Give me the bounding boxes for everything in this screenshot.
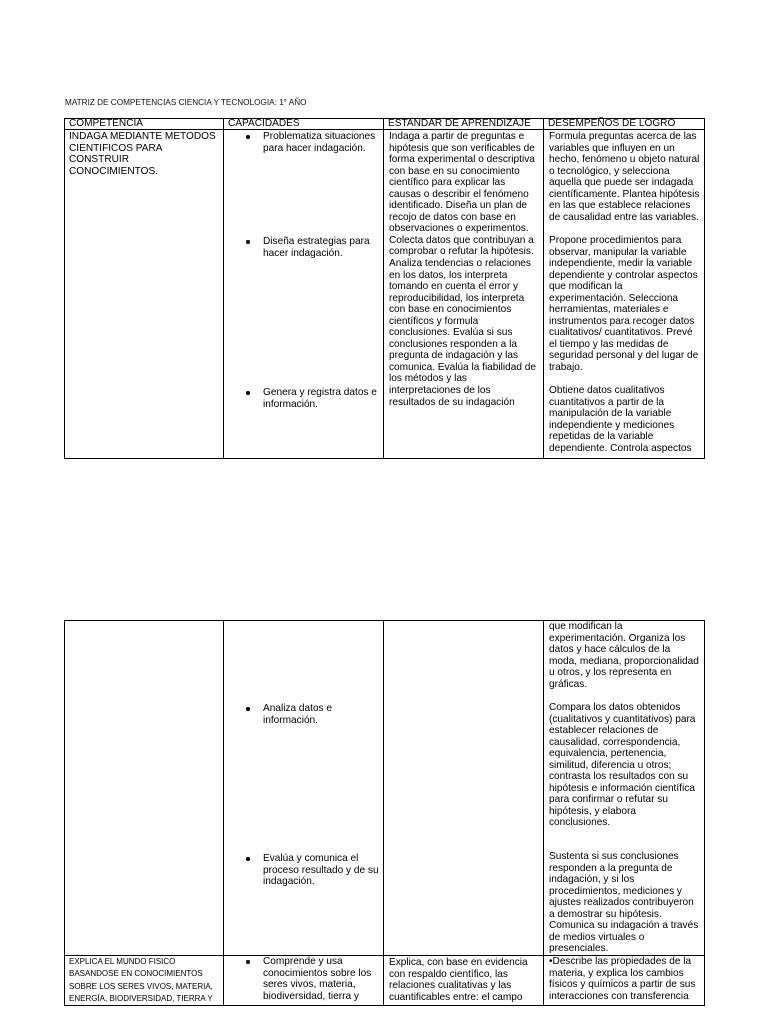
text-line: establecer relaciones de (549, 725, 659, 737)
header-competencia: COMPETENCIA (65, 119, 224, 130)
text-line: presenciales. (549, 943, 609, 955)
text-line: con base en conocimientos (389, 304, 512, 316)
desempeno-paragraph (549, 621, 699, 690)
cell-estandar (384, 956, 544, 1006)
capacidad-item (224, 387, 383, 410)
text-line: Explica, con base en evidencia (389, 957, 528, 968)
capacidad-item (224, 236, 383, 259)
text-line: comprobar o refutar la hipótesis. (389, 246, 534, 258)
text-line: Comprende y usa (263, 956, 343, 967)
capacidad-item (224, 853, 383, 888)
cell-estandar (384, 130, 544, 459)
text-line: información. (263, 714, 318, 726)
cell-competencia (65, 621, 224, 956)
text-line: información. (263, 398, 318, 410)
text-line: herramientas, materiales e (549, 304, 669, 316)
text-line: interpretaciones de los (389, 385, 491, 397)
text-line: pregunta de indagación y las (389, 350, 519, 362)
desempeno-paragraph (549, 385, 692, 454)
text-line: trabajo. (549, 362, 583, 374)
cell-desempenos (544, 130, 705, 459)
bullet-icon (246, 391, 250, 395)
text-line: procedimientos, mediciones y (549, 885, 682, 897)
text-line: identificado. Diseña un plan de (389, 200, 528, 212)
text-line: cuantitativos a partir de la (549, 396, 665, 408)
text-line: en los datos, los interpreta (389, 269, 508, 281)
text-line: Analiza datos e (263, 703, 333, 714)
cell-desempenos (544, 956, 705, 1006)
text-line: Propone procedimientos para (549, 235, 682, 246)
text-line: ajustes realizados contribuyeron (549, 897, 694, 909)
text-line: con base en su conocimiento (389, 165, 520, 177)
text-line: observar, manipular la variable (549, 246, 687, 258)
text-line: que modifican la (549, 621, 623, 632)
text-line: con respaldo científico, las (389, 968, 508, 980)
text-line: indagación. (263, 876, 315, 888)
text-line: moda, mediana, proporcionalidad (549, 655, 699, 667)
text-line: dependiente. Controla aspectos (549, 442, 692, 454)
text-line: forma experimental o descriptiva (389, 154, 535, 166)
text-line: conclusiones. Evalúa si sus (389, 327, 513, 339)
text-line: responden a la pregunta de (549, 862, 673, 874)
desempeno-paragraph (549, 851, 698, 955)
text-line: tomando en cuenta el error y (389, 281, 519, 293)
bullet-icon (246, 135, 250, 139)
text-line: los métodos y las (389, 373, 467, 385)
capacidad-item (224, 131, 383, 154)
capacidad-text (263, 387, 377, 410)
estandar-text (389, 957, 528, 1003)
text-line: científico para explicar las (389, 177, 506, 189)
text-line: equivalencia, pertenencia, (549, 748, 667, 760)
text-line: materia, y explica los cambios (549, 967, 684, 979)
text-line: comunica. Evalúa la fiabilidad de (389, 361, 537, 373)
text-line: conclusiones. (549, 817, 611, 829)
text-line: o tecnológico, y selecciona (549, 165, 670, 177)
text-line: conclusiones responden a la (389, 338, 517, 350)
text-line: el tiempo y las medidas de (549, 338, 669, 350)
desempeno-paragraph (549, 956, 695, 1002)
competency-matrix-table (64, 118, 705, 459)
text-line: Diseña estrategias para (263, 236, 370, 247)
text-line: INDAGA MEDIANTE METODOS (69, 131, 216, 142)
text-line: cuantificables entre: el campo (389, 991, 523, 1003)
text-line: conocimientos sobre los (263, 967, 372, 979)
text-line: hipótesis, y elabora (549, 805, 636, 817)
cell-capacidades (224, 956, 384, 1006)
cell-capacidades (224, 130, 384, 459)
text-line: hipótesis e información científica (549, 782, 695, 794)
estandar-text (389, 131, 536, 408)
text-line: variables que influyen en un (549, 142, 675, 154)
text-line: manipulación de la variable (549, 408, 672, 420)
text-line: CIENTIFICOS PARA (69, 142, 163, 154)
capacidad-item (224, 956, 383, 1002)
text-line: Problematiza situaciones (263, 131, 376, 142)
cell-desempenos (544, 621, 705, 956)
text-line: independiente y mediciones (549, 419, 675, 431)
desempeno-paragraph (549, 702, 695, 829)
text-line: observaciones o experimentos. (389, 223, 529, 235)
desempeno-paragraph (549, 131, 699, 223)
text-line: Comunica su indagación a través (549, 920, 699, 932)
text-line: relaciones cualitativas y las (389, 980, 512, 992)
text-line: en las que establece relaciones (549, 200, 691, 212)
competencia-text (69, 956, 213, 1005)
bullet-icon (246, 857, 250, 861)
cell-competencia (65, 130, 224, 459)
header-estandar: ESTANDAR DE APRENDIZAJE (384, 119, 544, 130)
cell-estandar (384, 621, 544, 956)
text-line: Genera y registra datos e (263, 387, 377, 398)
text-line: contrasta los resultados con su (549, 771, 689, 783)
text-line: que modifican la (549, 281, 623, 293)
text-line: hacer indagación. (263, 247, 343, 259)
text-line: (cualitativos y cuantitativos) para (549, 713, 696, 725)
competencia-text (69, 131, 216, 177)
text-line: datos y hace cálculos de la (549, 644, 671, 656)
capacidad-text (263, 131, 375, 154)
text-line: resultados de su indagación (389, 396, 515, 408)
text-line: BASANDOSE EN CONOCIMIENTOS (69, 969, 203, 979)
text-line: Formula preguntas acerca de las (549, 131, 697, 142)
text-line: •Describe las propiedades de la (549, 956, 692, 967)
text-line: biodiversidad, tierra y (263, 990, 359, 1002)
text-line: Colecta datos que contribuyan a (389, 234, 534, 246)
text-line: de causalidad entre las variables. (549, 211, 699, 223)
text-line: Obtiene datos cualitativos (549, 385, 665, 396)
bullet-icon (246, 960, 250, 964)
capacidad-item (224, 703, 383, 726)
cell-competencia (65, 956, 224, 1006)
cell-capacidades (224, 621, 384, 956)
text-line: repetidas de la variable (549, 431, 654, 443)
text-line: similitud, diferencia u otros; (549, 759, 672, 771)
text-line: ENERGÍA, BIODIVERSIDAD, TIERRA Y (69, 993, 213, 1003)
competency-matrix-table-continued (64, 620, 705, 1006)
text-line: a demostrar su hipótesis. (549, 908, 662, 920)
text-line: interacciones con transferencia (549, 990, 689, 1002)
text-line: CONOCIMIENTOS. (69, 165, 158, 177)
text-line: proceso resultado y de su (263, 864, 379, 876)
text-line: científicamente. Plantea hipótesis (549, 188, 700, 200)
text-line: recojo de datos con base en (389, 211, 516, 223)
header-capacidades: CAPACIDADES (224, 119, 384, 130)
text-line: aquella que puede ser indagada (549, 177, 694, 189)
text-line: causalidad, correspondencia, (549, 736, 681, 748)
text-line: Indaga a partir de preguntas e (389, 131, 525, 142)
text-line: Analiza tendencias o relaciones (389, 258, 531, 270)
document-title: MATRIZ DE COMPETENCIAS CIENCIA Y TECNOLOGIA: 1° AÑO (65, 98, 307, 107)
text-line: experimentación. Organiza los (549, 632, 686, 644)
text-line: hipótesis que son verificables de (389, 142, 535, 154)
header-desempenos: DESEMPEÑOS DE LOGRO (544, 119, 705, 130)
capacidad-text (263, 703, 332, 726)
text-line: para confirmar o refutar su (549, 794, 668, 806)
text-line: dependiente y controlar aspectos (549, 269, 698, 281)
capacidad-text (263, 956, 371, 1002)
text-line: causas o describir el fenómeno (389, 188, 529, 200)
text-line: para hacer indagación. (263, 142, 366, 154)
bullet-icon (246, 707, 250, 711)
text-line: seres vivos, materia, (263, 979, 356, 991)
text-line: SOBRE LOS SERES VIVOS, MATERIA, (69, 981, 213, 991)
text-line: cualitativos/ cuantitativos. Prevé (549, 327, 693, 339)
text-line: hecho, fenómeno u objeto natural (549, 154, 700, 166)
text-line: CONSTRUIR (69, 154, 130, 166)
text-line: independiente, medir la variable (549, 258, 693, 270)
text-line: EXPLICA EL MUNDO FISICO (69, 957, 176, 966)
text-line: gráficas. (549, 678, 588, 690)
text-line: científicos y formula (389, 315, 479, 327)
text-line: indagación, y si los (549, 874, 635, 886)
capacidad-text (263, 236, 370, 259)
capacidad-text (263, 853, 379, 888)
text-line: reproducibilidad, los interpreta (389, 292, 525, 304)
bullet-icon (246, 240, 250, 244)
text-line: seguridad personal y del lugar de (549, 350, 699, 362)
text-line: físicos y químicos a partir de sus (549, 979, 696, 991)
text-line: experimentación. Selecciona (549, 292, 679, 304)
text-line: Evalúa y comunica el (263, 853, 359, 864)
desempeno-paragraph (549, 235, 698, 374)
text-line: Compara los datos obtenidos (549, 702, 681, 713)
text-line: Sustenta si sus conclusiones (549, 851, 679, 862)
text-line: u otros, y los representa en (549, 667, 672, 679)
text-line: de medios virtuales o (549, 931, 645, 943)
text-line: instrumentos para recoger datos (549, 315, 695, 327)
